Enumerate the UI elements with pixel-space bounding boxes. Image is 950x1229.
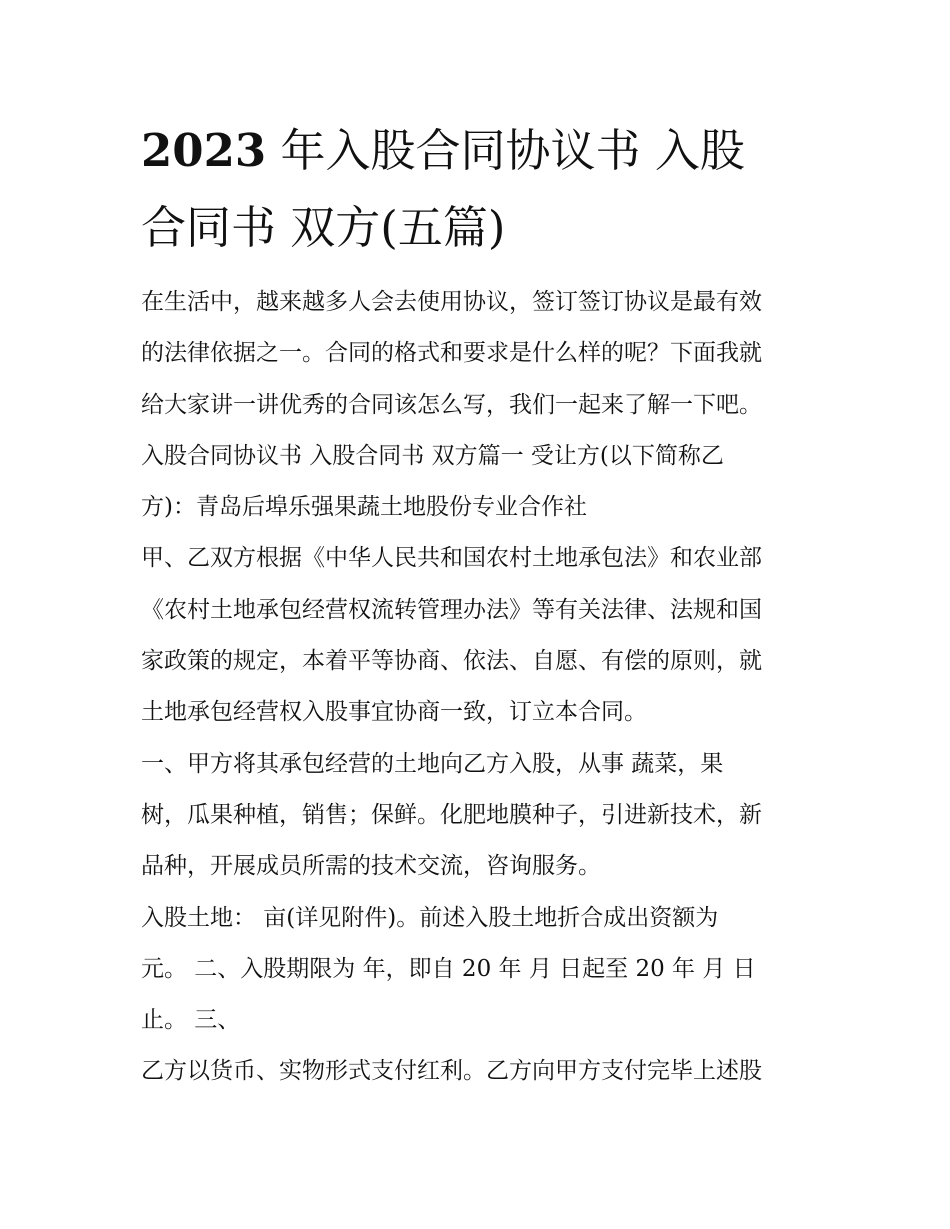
- body-line: 在生活中，越来越多人会去使用协议，签订签订协议是最有效: [141, 289, 762, 315]
- body-line: 《农村土地承包经营权流转管理办法》等有关法律、法规和国: [141, 596, 762, 623]
- title-line-1: [141, 112, 821, 189]
- body-line: 乙方以货币、实物形式支付红利。乙方向甲方支付完毕上述股: [141, 1058, 762, 1085]
- body-line: 的法律依据之一。合同的格式和要求是什么样的呢？下面我就: [141, 340, 762, 367]
- body-line: 一、甲方将其承包经营的土地向乙方入股，从事 蔬菜，果: [141, 750, 724, 777]
- title-year: 2023: [141, 124, 267, 177]
- body-line: 元。 二、入股期限为 年，即自 20 年 月 日起至 20 年 月 日: [141, 955, 756, 982]
- body-line: 止。 三、: [141, 1007, 241, 1034]
- body-line: 入股土地： 亩(详见附件)。前述入股土地折合成出资额为: [141, 904, 719, 931]
- document-body: [141, 277, 821, 1098]
- body-line: 甲、乙双方根据《中华人民共和国农村土地承包法》和农业部: [141, 545, 762, 572]
- document-title: [141, 112, 821, 266]
- title-line-2: 合同书 双方(五篇): [141, 201, 506, 254]
- body-line: 给大家讲一讲优秀的合同该怎么写，我们一起来了解一下吧。: [141, 391, 762, 418]
- body-line: 家政策的规定，本着平等协商、依法、自愿、有偿的原则，就: [141, 648, 762, 675]
- body-line: 品种，开展成员所需的技术交流，咨询服务。: [141, 853, 601, 880]
- body-line: 土地承包经营权入股事宜协商一致，订立本合同。: [141, 699, 647, 726]
- body-line: 方)：青岛后埠乐强果蔬土地股份专业合作社: [141, 494, 587, 521]
- title-line-1-text: 年入股合同协议书 入股: [266, 124, 745, 177]
- body-line: 入股合同协议书 入股合同书 双方篇一 受让方(以下简称乙: [141, 442, 724, 469]
- body-line: 树，瓜果种植，销售；保鲜。化肥地膜种子，引进新技术，新: [141, 801, 762, 828]
